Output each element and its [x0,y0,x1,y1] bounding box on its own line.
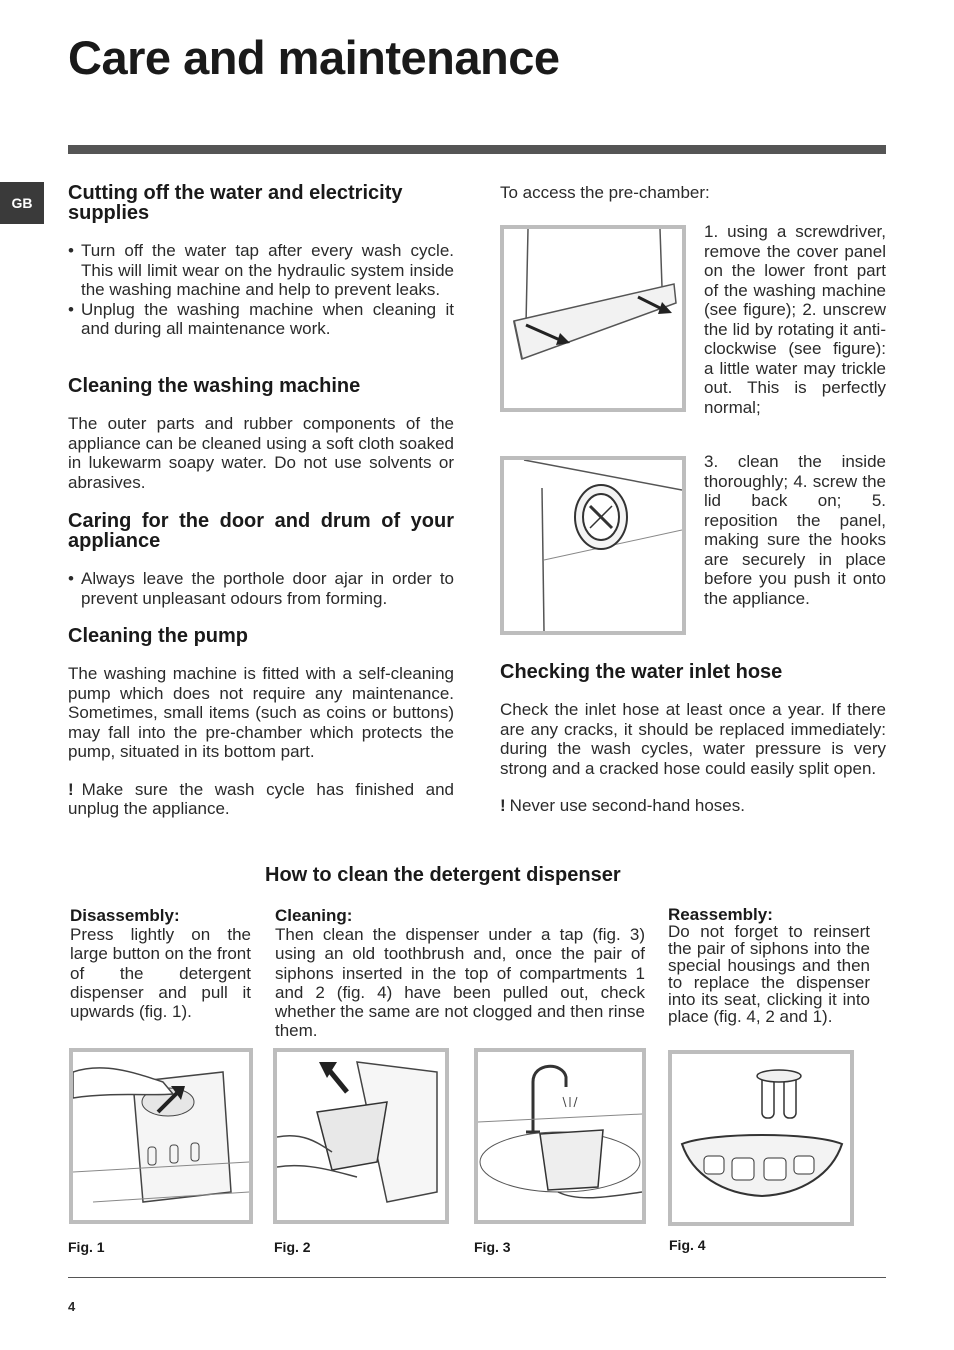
section-door-drum [68,511,454,608]
figure-1 [69,1048,253,1224]
section-body: Check the inlet hose at least once a year. If there are any cracks, it should be replaced immediately: during the wash cycles, water pressure is very strong and a cracked hose could easily split open. [500,700,886,778]
page-number: 4 [68,1299,76,1314]
disassembly-body: Press lightly on the large button on the front of the detergent dispenser and pull it upwards (fig. 1). [70,925,251,1022]
section-heading: Checking the water inlet hose [500,661,783,683]
pump-lid-figure [500,456,686,635]
header-rule [68,145,886,154]
intro-text: To access the pre-chamber: [500,183,710,202]
figure-4 [668,1050,854,1226]
cleaning-section [275,906,645,1040]
cover-panel-figure [500,225,686,412]
reassembly-section [668,906,870,1025]
prechamber-steps-1-2 [704,222,886,417]
bullet-item: • Always leave the porthole door ajar in order to prevent unpleasant odours from forming. [68,569,454,608]
section-cut-off-supplies [68,183,454,339]
prechamber-intro [500,183,886,203]
cleaning-body: Then clean the dispenser under a tap (fig. 3) using an old toothbrush and, once the pair of siphons inserted in the top of compartments 1 and 2 (fig. 4) have been pulled out, check whether the same are not clogged and then rinse them. [275,925,645,1041]
bullet-item: • Turn off the water tap after every wash cycle. This will limit wear on the hydraulic system inside the washing machine and help to prevent leaks. [68,241,454,300]
footer-rule [68,1277,886,1278]
steps-text: 3. clean the inside thoroughly; 4. screw the lid back on; 5. reposition the panel, making sure the hooks are securely in place before you push it onto the appliance. [704,452,886,608]
section-heading: Cutting off the water and electricity supplies [68,182,403,224]
section-heading: Cleaning the pump [68,625,248,647]
figure-4-caption: Fig. 4 [669,1237,706,1253]
dispenser-removed-illustration [277,1052,445,1220]
figure-3 [474,1048,646,1224]
figure-1-caption: Fig. 1 [68,1239,105,1255]
prechamber-steps-3-5 [704,452,886,608]
disassembly-section [70,906,251,1021]
section-heading: Cleaning the washing machine [68,375,361,397]
dispenser-heading: How to clean the detergent dispenser [265,864,621,886]
warning-mark: ! [500,796,506,815]
figure-2-caption: Fig. 2 [274,1239,311,1255]
section-body: The washing machine is fitted with a self-cleaning pump which does not require any maintenance. Sometimes, small items (such as coins or buttons) may fall into the pre-chamber which protects the pump, situated in its bottom part. [68,664,454,761]
pump-lid-illustration [504,460,682,631]
page-title: Care and maintenance [68,31,560,84]
language-tab: GB [0,182,44,224]
cleaning-heading: Cleaning: [275,906,353,925]
warning-text: Make sure the wash cycle has finished and unplug the appliance. [68,779,454,818]
figure-3-caption: Fig. 3 [474,1239,511,1255]
section-body: The outer parts and rubber components of the appliance can be cleaned using a soft cloth soaked in lukewarm soapy water. Do not use solvents or abrasives. [68,414,454,492]
tap-cleaning-illustration [478,1052,642,1220]
reassembly-body: Do not forget to reinsert the pair of siphons into the special housings and then to replace the dispenser into its seat, clicking it into place (fig. 4, 2 and 1). [668,922,870,1026]
siphons-illustration [672,1054,850,1222]
section-heading: Caring for the door and drum of your appliance [68,510,454,552]
cover-panel-illustration [504,229,682,408]
dispenser-pull-illustration [73,1052,249,1220]
disassembly-heading: Disassembly: [70,906,180,925]
steps-text: 1. using a screwdriver, remove the cover panel on the lower front part of the washing machine (see figure); 2. unscrew the lid by rotating it anti-clockwise (see figure): a little water may trickle out. This is perfectly normal; [704,222,886,417]
section-cleaning-pump [68,626,454,819]
bullet-item: • Unplug the washing machine when cleaning it and during all maintenance work. [68,300,454,339]
figure-2 [273,1048,449,1224]
section-inlet-hose [500,662,886,816]
reassembly-heading: Reassembly: [668,905,773,924]
section-cleaning-machine [68,376,454,492]
warning-mark: ! [68,779,74,799]
warning-text: Never use second-hand hoses. [509,796,745,815]
